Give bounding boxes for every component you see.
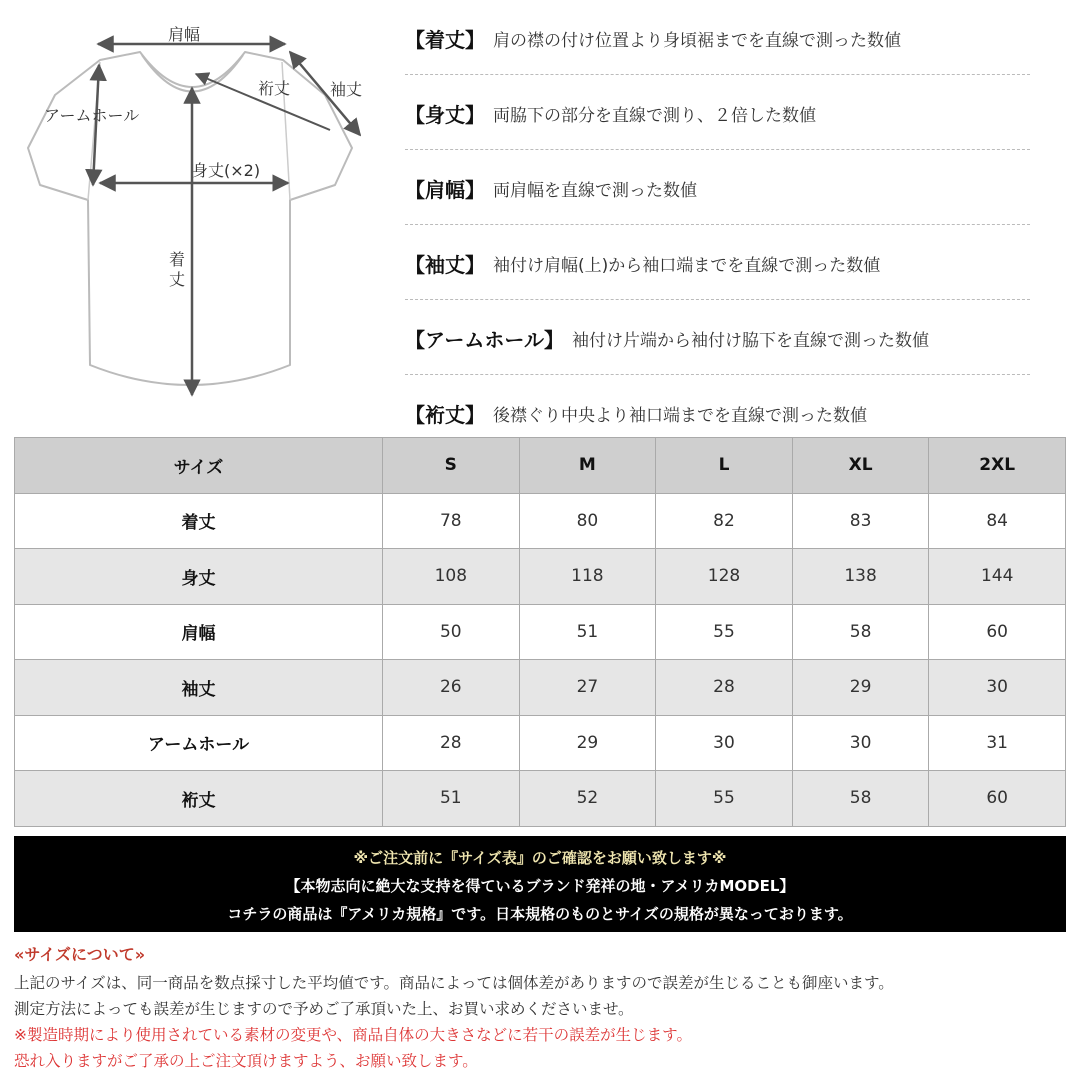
definition-term: 【アームホール】 xyxy=(405,327,564,352)
table-cell: 29 xyxy=(519,715,656,771)
table-cell: 80 xyxy=(519,493,656,549)
size-notes-heading: «サイズについて» xyxy=(14,945,146,964)
table-cell: 144 xyxy=(929,549,1066,605)
size-notes xyxy=(14,942,1074,1074)
table-cell: 51 xyxy=(519,604,656,660)
definition-description: 両脇下の部分を直線で測り、２倍した数値 xyxy=(493,105,816,126)
column-header-size: サイズ xyxy=(15,438,383,494)
definition-row xyxy=(405,225,1030,300)
table-cell: 60 xyxy=(929,604,1066,660)
label-body-width: 身丈(×2) xyxy=(192,161,261,180)
row-label: 裄丈 xyxy=(15,771,383,827)
definition-description: 袖付け肩幅(上)から袖口端までを直線で測った数値 xyxy=(493,255,881,276)
tshirt-diagram xyxy=(0,0,400,420)
definition-row xyxy=(405,300,1030,375)
definition-term: 【身丈】 xyxy=(405,102,485,127)
table-cell: 108 xyxy=(383,549,520,605)
order-notice-banner xyxy=(14,836,1066,932)
definition-term: 【袖丈】 xyxy=(405,252,485,277)
row-label: アームホール xyxy=(15,715,383,771)
table-cell: 55 xyxy=(656,604,793,660)
tshirt-outline-illustration xyxy=(0,0,400,420)
column-header-s: S xyxy=(383,438,520,494)
notice-line-model: 【本物志向に絶大な支持を得ているブランド発祥の地・アメリカMODEL】 xyxy=(285,877,795,895)
definition-term: 【裄丈】 xyxy=(405,403,485,427)
table-cell: 29 xyxy=(792,660,929,716)
definition-term: 【着丈】 xyxy=(405,27,485,52)
label-sleeve-length: 袖丈 xyxy=(330,80,363,99)
notice-line-standard: コチラの商品は『アメリカ規格』です。日本規格のものとサイズの規格が異なっております。 xyxy=(227,905,853,923)
definition-description: 後襟ぐり中央より袖口端までを直線で測った数値 xyxy=(493,406,867,426)
table-cell: 118 xyxy=(519,549,656,605)
definition-row xyxy=(405,0,1030,75)
table-cell: 128 xyxy=(656,549,793,605)
column-header-xl: XL xyxy=(792,438,929,494)
table-cell: 138 xyxy=(792,549,929,605)
table-cell: 52 xyxy=(519,771,656,827)
table-cell: 82 xyxy=(656,493,793,549)
table-row xyxy=(15,771,1066,827)
definition-row xyxy=(405,150,1030,225)
table-cell: 28 xyxy=(383,715,520,771)
definition-description: 袖付け片端から袖付け脇下を直線で測った数値 xyxy=(572,330,929,351)
size-note-warning: ※製造時期により使用されている素材の変更や、商品自体の大きさなどに若干の誤差が生じます。 xyxy=(14,1026,692,1044)
column-header-m: M xyxy=(519,438,656,494)
table-cell: 58 xyxy=(792,604,929,660)
table-row xyxy=(15,660,1066,716)
label-yuki: 裄丈 xyxy=(258,79,291,98)
table-cell: 27 xyxy=(519,660,656,716)
row-label: 着丈 xyxy=(15,493,383,549)
table-cell: 84 xyxy=(929,493,1066,549)
label-armhole: アームホール xyxy=(44,106,140,125)
table-row xyxy=(15,715,1066,771)
row-label: 身丈 xyxy=(15,549,383,605)
table-cell: 83 xyxy=(792,493,929,549)
table-cell: 50 xyxy=(383,604,520,660)
table-cell: 51 xyxy=(383,771,520,827)
column-header-l: L xyxy=(656,438,793,494)
notice-line-confirm: ※ご注文前に『サイズ表』のご確認をお願い致します※ xyxy=(353,849,727,867)
size-note-warning: 恐れ入りますがご了承の上ご注文頂けますよう、お願い致します。 xyxy=(14,1052,478,1070)
table-row xyxy=(15,493,1066,549)
row-label: 肩幅 xyxy=(15,604,383,660)
table-cell: 58 xyxy=(792,771,929,827)
table-row xyxy=(15,604,1066,660)
definition-description: 両肩幅を直線で測った数値 xyxy=(493,180,697,201)
table-row xyxy=(15,549,1066,605)
definition-description: 肩の襟の付け位置より身頃裾までを直線で測った数値 xyxy=(493,30,901,51)
size-note-paragraph: 上記のサイズは、同一商品を数点採寸した平均値です。商品によっては個体差がありますので誤差が生じることも御座います。 xyxy=(14,974,894,992)
label-shoulder-width: 肩幅 xyxy=(168,25,201,44)
label-length: 着丈 xyxy=(168,250,185,289)
table-cell: 28 xyxy=(656,660,793,716)
size-note-paragraph: 測定方法によっても誤差が生じますので予めご了承頂いた上、お買い求めくださいませ。 xyxy=(14,1000,634,1018)
table-cell: 30 xyxy=(792,715,929,771)
row-label: 袖丈 xyxy=(15,660,383,716)
column-header-2xl: 2XL xyxy=(929,438,1066,494)
size-table xyxy=(14,437,1066,827)
table-cell: 55 xyxy=(656,771,793,827)
definition-term: 【肩幅】 xyxy=(405,177,485,202)
table-cell: 78 xyxy=(383,493,520,549)
table-cell: 30 xyxy=(656,715,793,771)
definition-row xyxy=(405,75,1030,150)
table-cell: 60 xyxy=(929,771,1066,827)
table-cell: 26 xyxy=(383,660,520,716)
table-header-row xyxy=(15,438,1066,494)
table-cell: 30 xyxy=(929,660,1066,716)
measurement-definitions xyxy=(405,0,1030,450)
table-cell: 31 xyxy=(929,715,1066,771)
